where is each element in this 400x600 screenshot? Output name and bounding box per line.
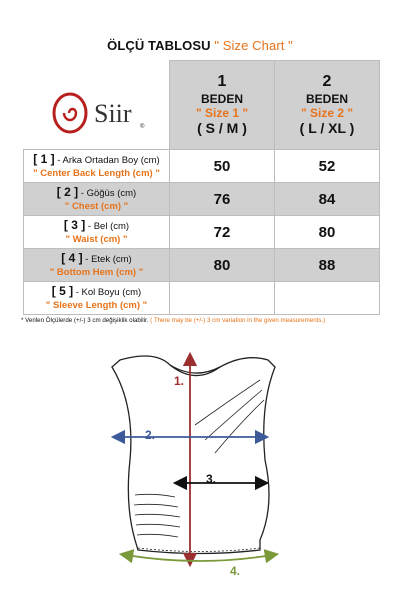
- column-number: 2: [322, 73, 332, 91]
- table-row: [24, 183, 380, 216]
- row-label: [24, 150, 170, 183]
- label-3: 3.: [206, 472, 217, 486]
- column-beden: BEDEN: [305, 92, 348, 107]
- value-cell: 72: [170, 216, 275, 249]
- table-row: [24, 150, 380, 183]
- header-row: [24, 61, 380, 150]
- measurement-note: [21, 317, 325, 324]
- label-2: 2.: [145, 428, 156, 442]
- header-blank: [24, 61, 170, 150]
- value-cell: 80: [170, 249, 275, 282]
- column-beden: BEDEN: [200, 92, 243, 107]
- table-row: [24, 216, 380, 249]
- page-title: [0, 38, 400, 53]
- value-cell: 80: [275, 216, 380, 249]
- label-1: 1.: [174, 374, 185, 388]
- column-number: 1: [217, 73, 227, 91]
- garment-diagram: [100, 345, 310, 595]
- row-english-label: " Center Back Length (cm) ": [33, 168, 160, 179]
- row-turkish-label: - Arka Ortadan Boy (cm): [54, 155, 160, 167]
- row-english-label: " Bottom Hem (cm) ": [49, 267, 144, 278]
- column-size-code: ( L / XL ): [299, 120, 355, 137]
- row-turkish-label: - Bel (cm): [85, 221, 130, 233]
- arrow-bottom-hem: [126, 555, 272, 561]
- row-english-label: " Chest (cm) ": [64, 201, 129, 212]
- row-english-label: " Waist (cm) ": [65, 234, 128, 245]
- row-number: [ 2 ]: [56, 185, 79, 200]
- row-turkish-label: - Kol Boyu (cm): [73, 287, 142, 299]
- row-turkish-label: - Etek (cm): [82, 254, 132, 266]
- column-size-2: [275, 61, 380, 150]
- column-size-code: ( S / M ): [197, 120, 247, 137]
- size-chart-table: [23, 60, 380, 315]
- table-row: [24, 282, 380, 315]
- value-cell: 84: [275, 183, 380, 216]
- value-cell: 52: [275, 150, 380, 183]
- column-size-label: " Size 2 ": [300, 106, 354, 121]
- column-size-1: [170, 61, 275, 150]
- value-cell: [275, 282, 380, 315]
- row-turkish-label: - Göğüs (cm): [78, 188, 137, 200]
- row-number: [ 4 ]: [61, 251, 83, 266]
- note-turkish: * Verilen Ölçülerde (+/-) 3 cm değişiklik olabilir.: [21, 317, 149, 324]
- row-number: [ 5 ]: [51, 284, 74, 299]
- note-english: ( There may be (+/-) 3 cm variation in the given measurements.): [150, 317, 326, 324]
- title-main: ÖLÇÜ TABLOSU: [107, 38, 211, 53]
- column-size-label: " Size 1 ": [195, 106, 249, 121]
- label-4: 4.: [230, 564, 241, 578]
- row-number: [ 3 ]: [63, 218, 86, 233]
- registered-mark: ®: [140, 124, 145, 130]
- brand-name: Siir: [94, 99, 132, 128]
- title-sub: " Size Chart ": [214, 38, 293, 53]
- value-cell: 88: [275, 249, 380, 282]
- top-outline: [112, 356, 275, 554]
- value-cell: 76: [170, 183, 275, 216]
- row-label: [24, 249, 170, 282]
- value-cell: 50: [170, 150, 275, 183]
- row-label: [24, 282, 170, 315]
- row-label: [24, 216, 170, 249]
- row-number: [ 1 ]: [33, 152, 55, 167]
- table-row: [24, 249, 380, 282]
- row-english-label: " Sleeve Length (cm) ": [45, 300, 148, 311]
- value-cell: [170, 282, 275, 315]
- row-label: [24, 183, 170, 216]
